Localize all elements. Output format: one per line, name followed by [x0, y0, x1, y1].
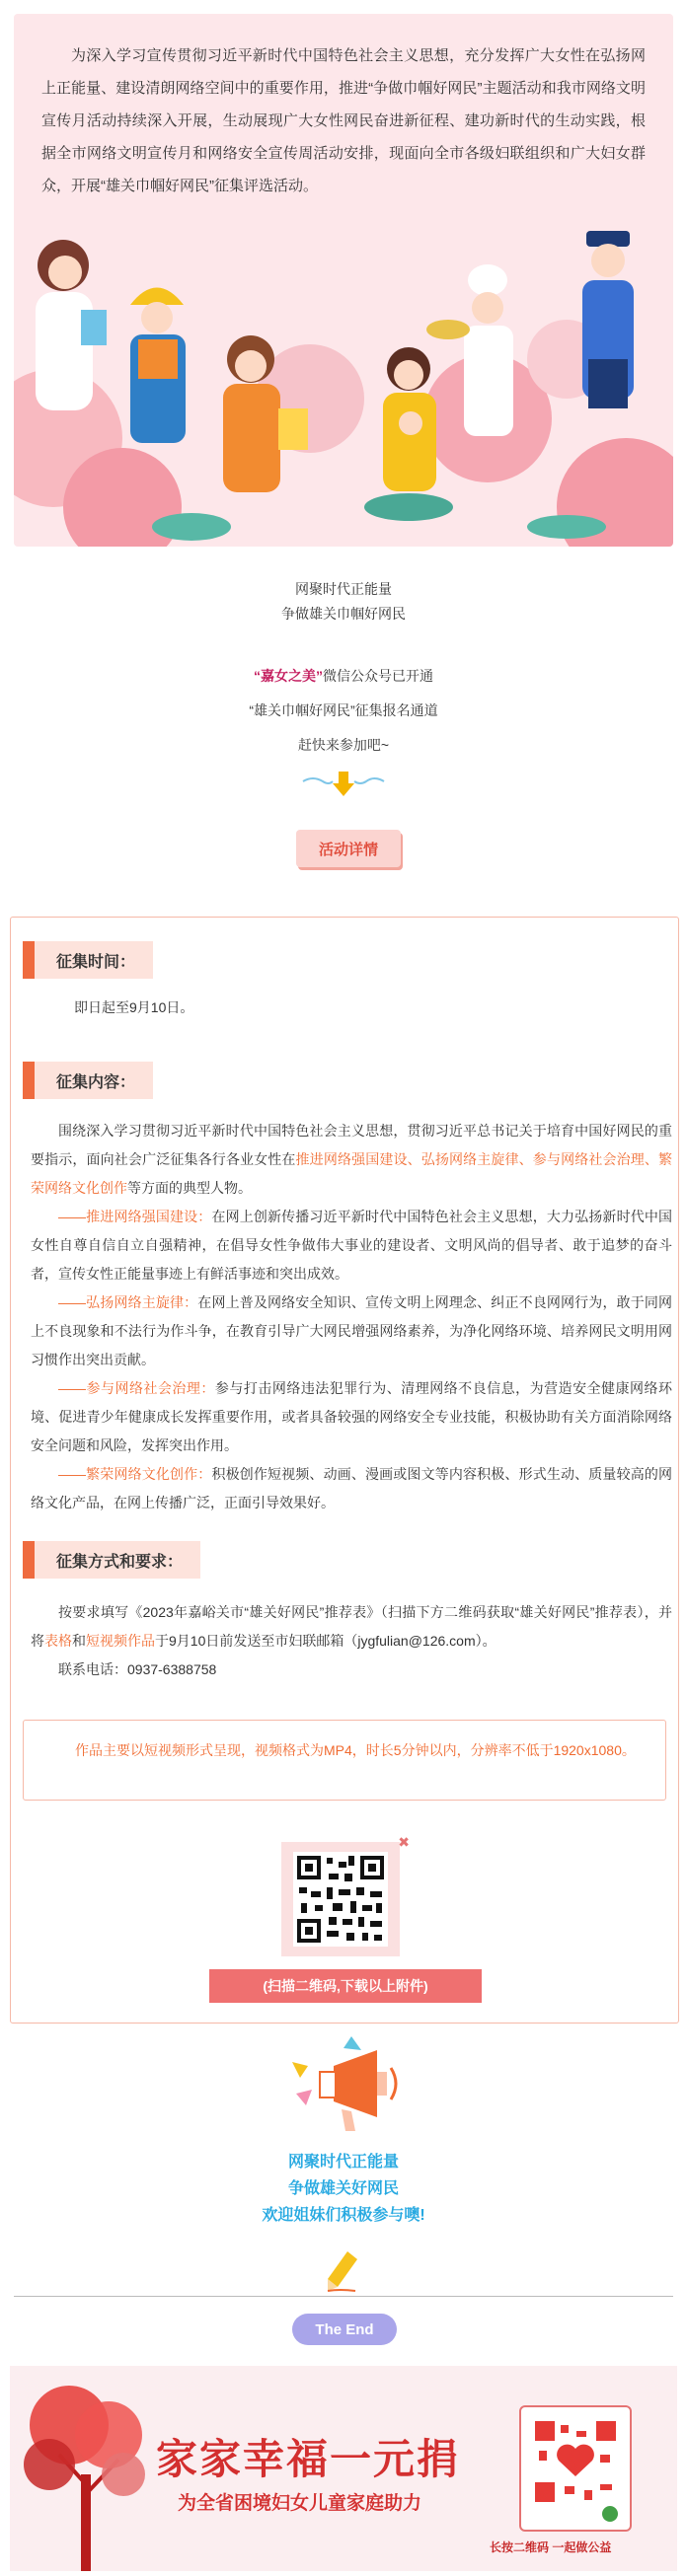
heart-qr-icon: [521, 2407, 630, 2530]
notice-line-2: “雄关巾帼好网民”征集报名通道: [249, 702, 438, 718]
p1-text-a: 围绕深入学习贯彻习近平新时代中国特色社会主义思想，贯彻习近平总书记关于培育中国好网民的重要指示，面向社会广泛征集各行各业女性在: [31, 1123, 672, 1167]
p1-text-c: 等方面的典型人物。: [127, 1180, 252, 1196]
method-paragraph: [31, 1598, 672, 1656]
contact-phone[interactable]: 联系电话：0937-6388758: [58, 1661, 217, 1677]
section-marker: [23, 941, 35, 979]
collection-content-body: [31, 1117, 672, 1517]
p3-label: ——弘扬网络主旋律：: [58, 1294, 198, 1310]
content-paragraph-2: [31, 1203, 672, 1288]
banner-subtitle: 为全省困境妇女儿童家庭助力: [178, 2492, 422, 2514]
method-highlight-form: 表格: [44, 1633, 72, 1649]
section-title: 征集时间：: [56, 953, 136, 971]
divider-line: [14, 2296, 673, 2297]
method-highlight-video: 短视频作品: [86, 1633, 155, 1649]
p2-label: ——推进网络强国建设：: [58, 1209, 212, 1224]
content-card: [10, 917, 679, 2024]
women-illustration: [14, 211, 673, 547]
the-end-badge: The End: [292, 2314, 397, 2345]
section-title: 征集内容：: [56, 1073, 136, 1091]
content-paragraph-1: [31, 1117, 672, 1203]
closing-line-2: 争做雄关好网民: [287, 2180, 399, 2197]
activity-details-button[interactable]: 活动详情: [296, 830, 401, 867]
requirement-note: 作品主要以短视频形式呈现，视频格式为MP4，时长5分钟以内，分辨率不低于1920x1080。: [75, 1742, 636, 1758]
notice-block: [0, 659, 687, 763]
qr-code-image[interactable]: [293, 1852, 388, 1947]
section-collection-method: [23, 1541, 200, 1579]
content-paragraph-5: [31, 1460, 672, 1517]
notice-line-1: [0, 659, 687, 694]
collection-method-body: [31, 1598, 672, 1684]
slogan-line-2: 争做雄关巾帼好网民: [281, 606, 406, 622]
closing-message: [0, 2149, 687, 2229]
method-text-a: 按要求填写《2023年嘉峪关市“雄关好网民”推荐表》（扫描下方二维码获取“雄关好网民”推荐表），并将: [31, 1604, 672, 1649]
pencil-icon: [326, 2249, 359, 2293]
arrow-down-icon: [299, 770, 388, 799]
banner-qr-caption: 长按二维码 一起做公益: [490, 2540, 612, 2554]
banner-title: 家家幸福一元捐: [156, 2435, 461, 2483]
content-paragraph-3: [31, 1288, 672, 1374]
slogan-line-1: 网聚时代正能量: [295, 581, 392, 597]
account-name[interactable]: “嘉女之美”: [254, 668, 323, 684]
p5-label: ——繁荣网络文化创作：: [58, 1466, 212, 1482]
p3-text: 在网上普及网络安全知识、宣传文明上网理念、纠正不良网网行为，敢于同网上不良现象和不法行为作斗争，在教育引导广大网民增强网络素养，为净化网络环境、培养网民文明用网习惯作出突出贡献。: [31, 1294, 673, 1367]
charity-banner[interactable]: [10, 2366, 677, 2571]
sparkle-icon: ✖: [398, 1834, 410, 1850]
account-suffix: 微信公众号已开通: [323, 668, 433, 684]
hero-banner: [14, 14, 673, 547]
p2-text: 在网上创新传播习近平新时代中国特色社会主义思想，大力弘扬新时代中国女性自尊自信自立自强精神，在倡导女性争做伟大事业的建设者、文明风尚的倡导者、敢于追梦的奋斗者，宣传女性正能量事迹上有鲜活事迹和突出成效。: [31, 1209, 673, 1282]
heart-tree-icon: [10, 2366, 178, 2571]
p5-text: 积极创作短视频、动画、漫画或图文等内容积极、形式生动、质量较高的网络文化产品，在网上传播广泛，正面引导效果好。: [31, 1466, 673, 1510]
qr-code-frame: [281, 1834, 410, 1956]
slogan-block: [0, 577, 687, 626]
collection-time-text: 即日起至9月10日。: [74, 999, 194, 1015]
section-title: 征集方式和要求：: [56, 1553, 184, 1571]
p4-text: 参与打击网络违法犯罪行为、清理网络不良信息，为营造安全健康网络环境、促进青少年健康成长发挥重要作用，或者具备较强的网络安全专业技能，积极协助有关方面消除网络安全问题和风险，发挥突出作用。: [31, 1380, 673, 1453]
intro-paragraph: 为深入学习宣传贯彻习近平新时代中国特色社会主义思想，充分发挥广大女性在弘扬网上正能量、建设清朗网络空间中的重要作用，推进“争做巾帼好网民”主题活动和我市网络文明宣传月活动持续深入开展，生动展现广大女性网民奋进新征程、建功新时代的生动实践，根据全市网络文明宣传月和网络安全宣传周活动安排，现面向全市各级妇联组织和广大妇女群众，开展“雄关巾帼好网民”征集评选活动。: [41, 47, 646, 194]
section-marker: [23, 1062, 35, 1099]
closing-line-1: 网聚时代正能量: [287, 2154, 399, 2171]
p1-highlight: 推进网络强国建设、弘扬网络主旋律、参与网络社会治理、繁荣网络文化创作: [31, 1151, 673, 1196]
megaphone-icon: [282, 2032, 405, 2141]
content-paragraph-4: [31, 1374, 672, 1460]
section-marker: [23, 1541, 35, 1579]
method-text-c: 和: [72, 1633, 86, 1649]
banner-qr-code[interactable]: [519, 2405, 632, 2532]
notice-line-3: 赶快来参加吧~: [297, 737, 390, 753]
section-collection-time: [23, 941, 153, 979]
closing-line-3: 欢迎姐妹们积极参与噢!: [262, 2207, 425, 2224]
method-text-e: 于9月10日前发送至市妇联邮箱（jygfulian@126.com）。: [155, 1633, 496, 1649]
qr-code-caption: (扫描二维码,下载以上附件): [209, 1969, 482, 2003]
p4-label: ——参与网络社会治理：: [58, 1380, 215, 1396]
requirement-note-box: [23, 1720, 666, 1801]
section-collection-content: [23, 1062, 153, 1099]
